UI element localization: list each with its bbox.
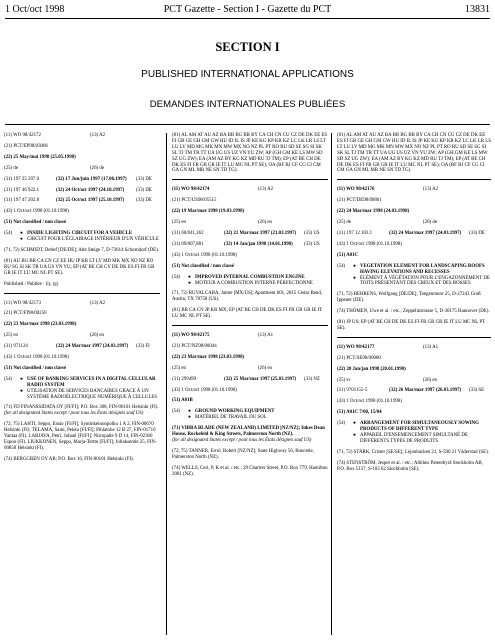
priority-number: (31) 197 47 202.8 (4, 198, 40, 204)
header-title: PCT Gazette - Section I - Gazette du PCT (163, 4, 332, 15)
filing-date: (22) 23 Mar/mar 1998 (23.03.1998) (172, 354, 245, 360)
publication-language: (26) de (423, 220, 437, 226)
title-french: UTILISATION DE SERVICES BANCAIRES GRACE À UN SYSTÈME RADIOÉLECTRIQUE NUMÉRIQUE À CELLULES (27, 388, 158, 400)
header-date: 1 Oct/oct 1998 (5, 4, 65, 15)
publication-language: (26) de (90, 165, 104, 171)
classification: (51) A01C (337, 252, 359, 258)
wo-number: (11) WO 98/42174 (172, 187, 210, 193)
wo-kind: (13) A1 (423, 344, 439, 350)
wo-kind: (13) A2 (90, 133, 106, 138)
wo-kind: (13) A2 (258, 187, 274, 193)
filing-date: (22) 25 May/mai 1998 (25.05.1998) (4, 154, 76, 160)
priority-date: (32) 24 Mar/mar 1997 (24.03.1997) (389, 230, 462, 236)
entry-divider (172, 179, 328, 180)
publication-date: (43) 1 Oct/oct 1998 (01.10.1998) (337, 241, 402, 247)
priority-number: (31) 09/007,881 (172, 241, 204, 247)
title-english: IMPROVED INTERNAL COMBUSTION ENGINE (195, 274, 305, 280)
priority-number: (31) 197 46 922.1 (4, 187, 40, 193)
wo-number: (11) WO 98/42177 (337, 344, 375, 350)
wo-number: (11) WO 98/42175 (172, 333, 210, 339)
title-english: INSIDE LIGHTING CIRCUIT FOR A VEHICLE (27, 231, 133, 237)
title-english: USE OF BANKING SERVICES IN A DIGITAL CELLULAR RADIO SYSTEM (27, 376, 156, 388)
application-entry: (11) WO 98/42176 (13) A2 (21) PCT/DE98/00861 (22) 24 Mar/mar 1998 (24.03.1998) (25) de (26) de (31) 197 12 303.1 (32) 24 Mar/mar 1997 (24.03.1997) (33) DE (43) 1 Oct/oct 1998 (01.10.1998) (51) A01C (54) ● VEGETATION ELEMENT FOR LANDSCAPING ROOFS HAVING ELEVATIONS AND RECESSES ● ÉLÉMENT À VÉGÉTATION POUR L'ENGAZONNEMENT DE TOITS PRÉSENTANT DES CREUX ET DES BOSSES (71, 72) BEHRENS, Wolfgang [DE/DE]; Tangenmoor 25, D-27243 Groß Ippener (DE). (74) THÖMEN, Uwe et al. / etc.; Zeppelinstrasse 5, D-30175 Hannover (DE). (81) JP US; EP (AT BE CH DE DK ES FI FR GB GR IE IT LU MC NL PT SE). (337, 187, 490, 331)
published-note: Published / Publiée : (i), (g) (4, 281, 59, 287)
filing-language: (25) en (4, 333, 18, 339)
priority-date: (32) 25 Mar/mar 1997 (25.03.1997) (224, 376, 297, 382)
inventors: (72, 75) TANNER, Errol, Robert [NZ/NZ]; State Highway 56, Buncetie, Palmerston North (NZ). (172, 448, 314, 460)
agent: (74) WELLS, Ceri, P, K et al. / etc.; 29 Chartrer Street, P.O. Box 779, Hamilton 2001 (NZ). (172, 465, 328, 477)
designated-states: (81) AU BG BR CA CN CZ EE HU IP KR LT LV MD MK MX NO NZ RO RU SG SI SK TR UA US VN YU; EP (AT BE CH CY DE DK ES FI FR GB GR IE IT LU MC NL PT SE). (4, 258, 155, 276)
subtitle-english: PUBLISHED INTERNATIONAL APPLICATIONS (141, 69, 354, 80)
designated-states: (81) AL AM AT AU AZ BA BB BG BR BY CA CH CN CU CZ DE DK EE ES FI GB GE GH GM GW HU ID IL IS JP KE KG KP KR KZ LC LK LR LS LT LU LV MD MG MK MN MW MX NO NZ PL PT RO RU SD SE SG SI SK SL TJ TM TR TT UA UG US UZ VN YU ZW; AP (GH GM KE LS MW SD SZ UG ZW); EA (AM AZ BY KG KZ MD RU TJ TM); EP (AT BE CH DE DK ES FI FR GB GR IE IT LU MC NL PT SE); OA (BF BJ CF CG CI CM GA GN ML MR NE SN TD TG). (172, 133, 328, 174)
inventors: (72, 75) LAHTI, Seppo, Ensio [FI/FI]; Syntinkeinonpolku 1 A 2, FIN-00670 Helsinki (FI). TELAMA, Sami, Pekka [FI/FI]; Pihlatohe 12 B 27, FIN-01710 Vantaa (FI). LARJAVA, Petri, Juhani [FI/FI]; Nirropalte 9 D 14, FIN-02360 Espoo (FI). LIUKKONEN, Seppo, Marja-Terttu [FI/FI]; Jollaksentie 25, FIN-00850 Helsinki (FI). (4, 422, 157, 451)
filing-language: (25) de (4, 165, 18, 171)
publication-language: (26) en (423, 377, 437, 383)
wo-kind: (13) A2 (90, 300, 106, 306)
priority-number: (31) 299499 (172, 376, 197, 382)
entry-divider (337, 337, 491, 338)
publication-date: (43) 1 Oct/oct 1998 (01.10.1998) (4, 355, 69, 361)
application-entry: (11) WO 98/42174 (13) A2 (21) PCT/US98/05515 (22) 19 Mar/mar 1998 (19.03.1998) (25) en (26) en (31) 60/041,362 (32) 21 Mar/mar 1997 (21.03.1997) (33) US (31) 09/007,881 (32) 14 Jan/jan 1998 (14.01.1998) (33) US (43) 1 Oct/oct 1998 (01.10.1998) (51) Not classified / non classé (54) ● IMPROVED INTERNAL COMBUSTION ENGINE ● MOTEUR A COMBUSTION INTERNE PERFECTIONNE (71, 72) RUVALCABA, Jaime [MX/US]; Apartment 601, 2815 Cedar Bend, Austin, TX 78758 (US). (81) BR CA CN JP KR MX; EP (AT BE CH DE DK ES FI FR GB GR IE IT LU MC NL PT SE). (172, 187, 328, 320)
priority-country: (33) FI (136, 344, 150, 350)
application-entry: (11) WO 98/42172 (13) A2 (21) PCT/EP98/03066 (22) 25 May/mai 1998 (25.05.1998) (25) de (26) de (31) 197 25 397.0 (32) 17 Jun/juin 1997 (17.06.1997) (33) DE (31) 197 46 922.1 (32) 24 Oct/oct 1997 (24.10.1997) (33) DE (31) 197 47 202.8 (32) 25 Oct/oct 1997 (25.10.1997) (33) DE (43) 1 Oct/oct 1998 (01.10.1998) (51) Not classified / non classé (54) ● INSIDE LIGHTING CIRCUIT FOR A VEHICLE ● CIRCUIT POUR L'ÉCLAIRAGE INTÉRIEUR D'UN VÉHICULE (71, 72) SCHMIDT, Detlef [DE/DE]; Alte Steige 7, D-73614 Schorndorf (DE). (81) AU BG BR CA CN CZ EE HU IP KR LT LV MD MK MX NO NZ RO RU SG SI SK TR UA US VN YU; EP (AT BE CH CY DE DK ES FI FR GB GR IE IT LU MC NL PT SE). Published / Publiée : (i), (g) (4, 133, 160, 287)
application-entry: (11) WO 98/42173 (13) A2 (21) PCT/FI98/00250 (22) 23 Mar/mar 1998 (23.03.1998) (25) en (26) en (31) 971124 (32) 24 Mar/mar 1997 (24.03.1997) (33) FI (43) 1 Oct/oct 1998 (01.10.1998) (51) Not classified / non classé (54) ● USE OF BANKING SERVICES IN A DIGITAL CELLULAR RADIO SYSTEM ● UTILISATION DE SERVICES BANCAIRES GRACE À UN SYSTÈME RADIOÉLECTRIQUE NUMÉRIQUE À CELLULES (71) FD FINANSSIDATA OY [FI/FI]; P.O. Box 308, FIN-00101 Helsinki (FI). (for all designated States except / pour tous les États désignés sauf US) (72, 75) LAHTI, Seppo, Ensio [FI/FI]; Syntinkeinonpolku 1 A 2, FIN-00670 Helsinki (FI). TELAMA, Sami, Pekka [FI/FI]; Pihlatohe 12 B 27, FIN-01710 Vantaa (FI). LARJAVA, Petri, Juhani [FI/FI]; Nirropalte 9 D 14, FIN-02360 Espoo (FI). LIUKKONEN, Seppo, Marja-Terttu [FI/FI]; Jollaksentie 25, FIN-00850 Helsinki (FI). (74) BERGGREN OY AB; P.O. Box 16, FIN-00101 Helsinki (FI). (4, 300, 159, 462)
publication-date: (43) 1 Oct/oct 1998 (01.10.1998) (337, 399, 402, 405)
filing-date: (22) 23 Mar/mar 1998 (23.03.1998) (4, 322, 77, 328)
filing-language: (25) sv (337, 377, 351, 383)
application-entry: (11) WO 98/42177 (13) A1 (21) PCT/SE98/00080 (22) 20 Jan/jan 1998 (20.01.1998) (25) sv (26) en (31) 9701155-5 (32) 26 Mar/mar 1997 (26.03.1997) (33) SE (43) 1 Oct/oct 1998 (01.10.1998) (51) A01C 7/00, 15/04 (54) ● ARRANGEMENT FOR SIMULTANEOUSLY SOWING PRODUCTS OF DIFFERENT TYPE ● APPAREIL D'ENSEMENCEMENT SIMULTANÉ DE DIFFÉRENTS TYPES DE PRODUITS (71, 72) STARK, Crister [SE/SE]; Lejonbacken 21, S-590 21 Väderstad (SE). (74) STENSTRÖM, Jesper et al. / etc.; Albihns Patentbyrå Stockholm AB, P.O. Box 5137, S-103 62 Stockholm (SE). (337, 345, 491, 473)
priority-country: (33) NZ (304, 376, 320, 382)
applicant: (71, 72) BEHRENS, Wolfgang [DE/DE]; Tangenmoor 25, D-27243 Groß Ippener (DE). (337, 292, 481, 304)
applicant-note: (for all designated States except / pour tous les États désignés sauf US) (4, 411, 144, 417)
publication-date: (43) 1 Oct/oct 1998 (01.10.1998) (4, 209, 69, 215)
priority-date: (32) 25 Oct/oct 1997 (25.10.1997) (56, 198, 125, 204)
priority-number: (31) 60/041,362 (172, 230, 204, 236)
applicant: (71) FD FINANSSIDATA OY [FI/FI]; P.O. Box 308, FIN-00101 Helsinki (FI). (4, 405, 159, 411)
pct-number: (21) PCT/DE98/00861 (337, 198, 382, 204)
pct-number: (21) PCT/EP98/03066 (4, 143, 48, 149)
publication-language: (26) en (90, 333, 104, 339)
priority-country: (33) DE (136, 176, 152, 182)
publication-date: (43) 1 Oct/oct 1998 (01.10.1998) (172, 252, 237, 258)
priority-country: (33) US (304, 241, 320, 247)
publication-language: (26) en (258, 365, 272, 371)
priority-country: (33) DE (469, 230, 485, 236)
designated-states: (81) AL AM AT AU AZ BA BB BG BR BY CA CH CN CU CZ DE DK EE ES FI GB GE GH GM GW HU ID IL IS JP KE KG KP KR KZ LC LK LR LS LT LU LV MD MG MK MN MW MX NO NZ PL PT RO RU SD SE SG SI SK SL TJ TM TR TT UA UG US UZ VN YU ZW; AP (GH GM KE LS MW SD SZ UG ZW); EA (AM AZ BY KG KZ MD RU TJ TM); EP (AT BE CH DE DK ES FI FR GB GR IE IT LU MC NL PT SE); OA (BF BJ CF CG CI CM GA GN ML MR NE SN TD TG). (337, 133, 491, 174)
applicant-note: (for all designated States except / pour tous les États désignés sauf US) (172, 438, 312, 443)
title-english: VEGETATION ELEMENT FOR LANDSCAPING ROOFS HAVING ELEVATIONS AND RECESSES (360, 263, 485, 275)
priority-number: (31) 9701155-5 (337, 388, 368, 394)
title-english: ARRANGEMENT FOR SIMULTANEOUSLY SOWING PRODUCTS OF DIFFERENT TYPE (360, 421, 479, 433)
filing-language: (25) en (172, 220, 186, 226)
column-1 (4, 133, 160, 463)
applicant: (71, 72) STARK, Crister [SE/SE]; Lejonbacken 21, S-590 21 Väderstad (SE). (337, 449, 489, 455)
priority-date: (32) 24 Mar/mar 1997 (24.03.1997) (56, 344, 129, 350)
page-header (5, 4, 490, 16)
priority-number: (31) 197 25 397.0 (4, 176, 40, 182)
header-rule (5, 18, 490, 19)
priority-date: (32) 17 Jun/juin 1997 (17.06.1997) (56, 176, 127, 182)
filing-language: (25) en (172, 365, 186, 371)
priority-country: (33) SE (469, 388, 485, 394)
pct-number: (21) PCT/NZ98/00044 (172, 343, 217, 349)
wo-kind: (13) A2 (423, 187, 439, 193)
priority-number: (31) 197 12 303.1 (337, 230, 373, 236)
title-french: MOTEUR A COMBUSTION INTERNE PERFECTIONNE (195, 280, 313, 286)
priority-country: (33) DE (136, 198, 152, 204)
section-rule (5, 124, 490, 125)
entry-divider (4, 293, 160, 294)
application-entry: (11) WO 98/42175 (13) A1 (21) PCT/NZ98/00044 (22) 23 Mar/mar 1998 (23.03.1998) (25) en (26) en (31) 299499 (32) 25 Mar/mar 1997 (25.03.1997) (33) NZ (43) 1 Oct/oct 1998 (01.10.1998) (51) A01B (54) ● GROUND WORKING EQUIPMENT ● MATÉRIEL DE TRAVAIL DU SOL (71) VIBRA BLADE (NEW ZEALAND) LIMITED [NZ/NZ]; Inkes Dean House, Rockefeld & King Streets, Palmerston North (NZ). (for all designated States except / pour tous les États désignés sauf US) (72, 75) TANNER, Errol, Robert [NZ/NZ]; State Highway 56, Buncetie, Palmerston North (NZ). (74) WELLS, Ceri, P, K et al. / etc.; 29 Chartrer Street, P.O. Box 779, Hamilton 2001 (NZ). (172, 333, 328, 477)
publication-language: (26) en (258, 220, 272, 226)
section-title: SECTION I (215, 40, 280, 54)
filing-date: (22) 20 Jan/jan 1998 (20.01.1998) (337, 366, 406, 372)
classification: (51) A01C 7/00, 15/04 (337, 410, 382, 416)
column-2 (172, 133, 328, 478)
priority-date: (32) 14 Jan/jan 1998 (14.01.1998) (224, 241, 293, 247)
classification: (51) Not classified / non classé (4, 365, 67, 371)
title-french: CIRCUIT POUR L'ÉCLAIRAGE INTÉRIEUR D'UN VÉHICULE (27, 237, 159, 243)
classification: (51) A01B (172, 398, 193, 404)
classification: (51) Not classified / non classé (4, 220, 67, 226)
applicant: (71) VIBRA BLADE (NEW ZEALAND) LIMITED [NZ/NZ]; Inkes Dean House, Rockefeld & King Streets, Palmerston North (NZ). (172, 426, 325, 438)
priority-country: (33) US (304, 230, 320, 236)
wo-number: (11) WO 98/42173 (4, 300, 41, 306)
pct-number: (21) PCT/US98/05515 (172, 198, 217, 204)
designated-states: (81) JP US; EP (AT BE CH DE DK ES FI FR GB GR IE IT LU MC NL PT SE). (337, 320, 485, 331)
applicant: (71, 72) SCHMIDT, Detlef [DE/DE]; Alte Steige 7, D-73614 Schorndorf (DE). (4, 247, 160, 253)
column-divider (166, 133, 167, 635)
agent: (74) BERGGREN OY AB; P.O. Box 16, FIN-00101 Helsinki (FI). (4, 456, 134, 462)
priority-date: (32) 24 Oct/oct 1997 (24.10.1997) (56, 187, 125, 193)
pct-number: (21) PCT/SE98/00080 (337, 355, 381, 361)
classification: (51) Not classified / non classé (172, 263, 235, 269)
title-french: MATÉRIEL DE TRAVAIL DU SOL (195, 415, 267, 421)
column-divider (331, 133, 332, 635)
priority-country: (33) DE (136, 187, 152, 193)
filing-date: (22) 19 Mar/mar 1998 (19.03.1998) (172, 209, 245, 215)
priority-number: (31) 971124 (4, 344, 28, 350)
title-french: APPAREIL D'ENSEMENCEMENT SIMULTANÉ DE DIFFÉRENTS TYPES DE PRODUITS (360, 433, 468, 444)
pct-number: (21) PCT/FI98/00250 (4, 311, 47, 317)
publication-date: (43) 1 Oct/oct 1998 (01.10.1998) (172, 387, 237, 393)
filing-date: (22) 24 Mar/mar 1998 (24.03.1998) (337, 209, 410, 215)
entry-divider (337, 179, 491, 180)
wo-kind: (13) A1 (258, 333, 274, 339)
agent: (74) THÖMEN, Uwe et al. / etc.; Zeppelinstrasse 5, D-30175 Hannover (DE). (337, 309, 490, 315)
title-french: ÉLÉMENT À VÉGÉTATION POUR L'ENGAZONNEMENT DE TOITS PRÉSENTANT DES CREUX ET DES BOSSES (360, 275, 490, 287)
subtitle-french: DEMANDES INTERNATIONALES PUBLIÉES (149, 99, 346, 110)
title-english: GROUND WORKING EQUIPMENT (195, 409, 275, 415)
filing-language: (25) de (337, 220, 351, 226)
entry-divider (172, 325, 328, 326)
applicant: (71, 72) RUVALCABA, Jaime [MX/US]; Apartment 601, 2815 Cedar Bend, Austin, TX 78758 (US). (172, 291, 323, 303)
wo-number: (11) WO 98/42176 (337, 187, 375, 193)
header-page-number: 13831 (465, 4, 490, 15)
agent: (74) STENSTRÖM, Jesper et al. / etc.; Albihns Patentbyrå Stockholm AB, P.O. Box 5137, S-103 62 Stockholm (SE). (337, 460, 483, 472)
wo-number: (11) WO 98/42172 (4, 133, 41, 138)
designated-states: (81) BR CA CN JP KR MX; EP (AT BE CH DE DK ES FI FR GB GR IE IT LU MC NL PT SE). (172, 308, 323, 320)
priority-date: (32) 26 Mar/mar 1997 (26.03.1997) (389, 388, 462, 394)
column-3 (337, 133, 491, 473)
priority-date: (32) 21 Mar/mar 1997 (21.03.1997) (224, 230, 297, 236)
